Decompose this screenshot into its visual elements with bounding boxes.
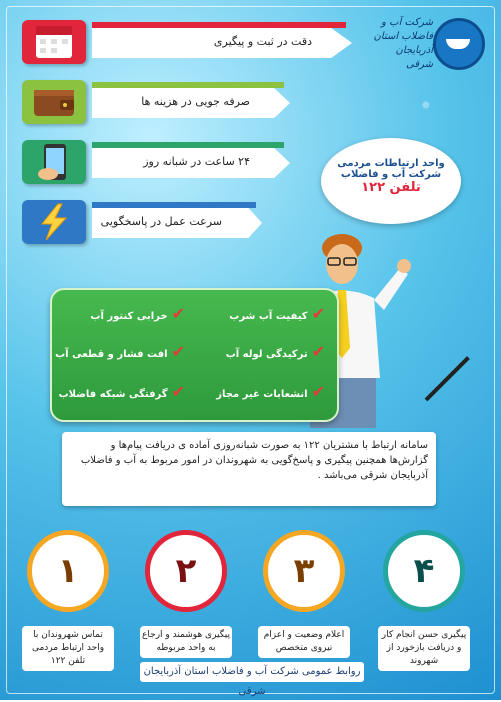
ribbon-label: صرفه جویی در هزینه ها (141, 95, 250, 108)
step-text: اعلام وضعیت و اعزام نیروی متخصص (258, 626, 350, 658)
checklist-item: ✔افت فشار و قطعی آب (55, 342, 185, 361)
company-logo (369, 14, 489, 92)
step-text: تماس شهروندان با واحد ارتباط مردمی تلفن ۱۲۲ (22, 626, 114, 671)
step-text: پیگیری حسن انجام کار و دریافت بازخورد از شهروند (378, 626, 470, 671)
footer-credit: روابط عمومی شرکت آب و فاضلاب استان آذربایجان شرقی (140, 662, 364, 682)
step-text: پیگیری هوشمند و ارجاع به واحد مربوطه (140, 626, 232, 658)
check-icon: ✔ (311, 304, 325, 323)
ribbon-accuracy (22, 20, 352, 64)
step-1 (22, 530, 114, 671)
checklist-item: ✔خرابی کنتور آب (90, 304, 185, 323)
ribbon-24h (22, 140, 290, 184)
checklist-item: ✔گرفتگی شبکه فاضلاب (58, 382, 185, 401)
callout-phone: تلفن ۱۲۲ (361, 180, 421, 195)
ribbon-speed (22, 200, 262, 244)
ribbon-label: دقت در ثبت و پیگیری (213, 35, 312, 48)
step-3 (258, 530, 350, 658)
description-text: سامانه ارتباط با مشتریان ۱۲۲ به صورت شبانه‌روزی آماده ی دریافت پیام‌ها و گزارش‌ها همچنین پیگیری و پاسخ‌گویی به شهروندان در امور مربوط به آب و فاضلاب آذربایجان شرقی می‌باشد . (80, 440, 428, 481)
check-icon: ✔ (171, 342, 185, 361)
check-icon: ✔ (311, 382, 325, 401)
step-number: ۴ (383, 530, 465, 612)
water-drop-logo-icon (433, 18, 485, 70)
hotline-callout (321, 138, 461, 224)
logo-name: شرکت آب و فاضلاب استان آذربایجان شرقی (373, 17, 433, 70)
description-box (62, 432, 436, 506)
callout-company: شرکت آب و فاضلاب (340, 169, 442, 180)
step-number: ۱ (27, 530, 109, 612)
step-4 (378, 530, 470, 671)
ribbon-cost-saving (22, 80, 290, 124)
lightning-icon (22, 200, 86, 244)
check-icon: ✔ (171, 304, 185, 323)
step-2 (140, 530, 232, 658)
check-icon: ✔ (171, 382, 185, 401)
issues-checklist-panel (50, 288, 339, 422)
checklist-item: ✔کیفیت آب شرب (229, 304, 325, 323)
phone-icon (22, 140, 86, 184)
calendar-icon (22, 20, 86, 64)
check-icon: ✔ (311, 342, 325, 361)
callout-unit: واحد ارتباطات مردمی (337, 158, 445, 169)
step-number: ۲ (145, 530, 227, 612)
wallet-icon (22, 80, 86, 124)
ribbon-label: سرعت عمل در پاسخگویی (100, 215, 222, 228)
ribbon-label: ۲۴ ساعت در شبانه روز (143, 155, 250, 168)
step-number: ۳ (263, 530, 345, 612)
checklist-item: ✔ترکیدگی لوله آب (225, 342, 325, 361)
checklist-item: ✔انشعابات غیر مجاز (216, 382, 325, 401)
